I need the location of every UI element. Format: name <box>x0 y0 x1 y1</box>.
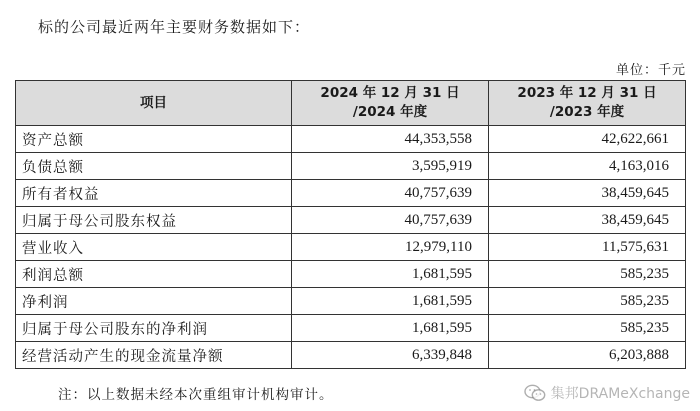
row-value-2023: 4,163,016 <box>489 153 686 180</box>
table-row <box>16 315 686 342</box>
table-row <box>16 126 686 153</box>
row-value-2024: 3,595,919 <box>292 153 489 180</box>
intro-text: 标的公司最近两年主要财务数据如下： <box>38 18 311 36</box>
row-value-2023: 38,459,645 <box>489 180 686 207</box>
header-2024-line2: /2024 年度 <box>352 104 428 120</box>
row-value-2023: 585,235 <box>489 288 686 315</box>
row-value-2024: 1,681,595 <box>292 315 489 342</box>
header-2023-line2: /2023 年度 <box>549 104 625 120</box>
row-value-2024: 1,681,595 <box>292 261 489 288</box>
table-row <box>16 207 686 234</box>
table-row <box>16 180 686 207</box>
row-label: 归属于母公司股东权益 <box>16 207 292 234</box>
row-value-2024: 6,339,848 <box>292 342 489 369</box>
row-value-2023: 585,235 <box>489 315 686 342</box>
row-value-2024: 12,979,110 <box>292 234 489 261</box>
table-row <box>16 234 686 261</box>
row-label: 净利润 <box>16 288 292 315</box>
financial-table <box>15 80 686 369</box>
row-label: 所有者权益 <box>16 180 292 207</box>
unit-label: 单位：千元 <box>615 63 686 78</box>
header-2023 <box>489 81 686 126</box>
wechat-icon <box>524 384 546 402</box>
header-2024 <box>292 81 489 126</box>
row-label: 负债总额 <box>16 153 292 180</box>
row-label: 归属于母公司股东的净利润 <box>16 315 292 342</box>
row-value-2024: 40,757,639 <box>292 180 489 207</box>
header-item: 项目 <box>16 81 292 126</box>
footnote: 注：以上数据未经本次重组审计机构审计。 <box>58 387 334 403</box>
table-row <box>16 288 686 315</box>
watermark-text: 集邦DRAMeXchange <box>550 386 690 402</box>
row-value-2023: 585,235 <box>489 261 686 288</box>
row-value-2024: 1,681,595 <box>292 288 489 315</box>
row-value-2024: 40,757,639 <box>292 207 489 234</box>
table-header-row <box>16 81 686 126</box>
watermark <box>524 383 690 403</box>
row-value-2024: 44,353,558 <box>292 126 489 153</box>
row-label: 营业收入 <box>16 234 292 261</box>
header-2023-line1: 2023 年 12 月 31 日 <box>517 85 657 101</box>
row-label: 资产总额 <box>16 126 292 153</box>
row-value-2023: 38,459,645 <box>489 207 686 234</box>
table-row <box>16 261 686 288</box>
table-row <box>16 342 686 369</box>
row-value-2023: 6,203,888 <box>489 342 686 369</box>
header-2024-line1: 2024 年 12 月 31 日 <box>320 85 460 101</box>
row-value-2023: 11,575,631 <box>489 234 686 261</box>
row-value-2023: 42,622,661 <box>489 126 686 153</box>
row-label: 经营活动产生的现金流量净额 <box>16 342 292 369</box>
table-row <box>16 153 686 180</box>
row-label: 利润总额 <box>16 261 292 288</box>
